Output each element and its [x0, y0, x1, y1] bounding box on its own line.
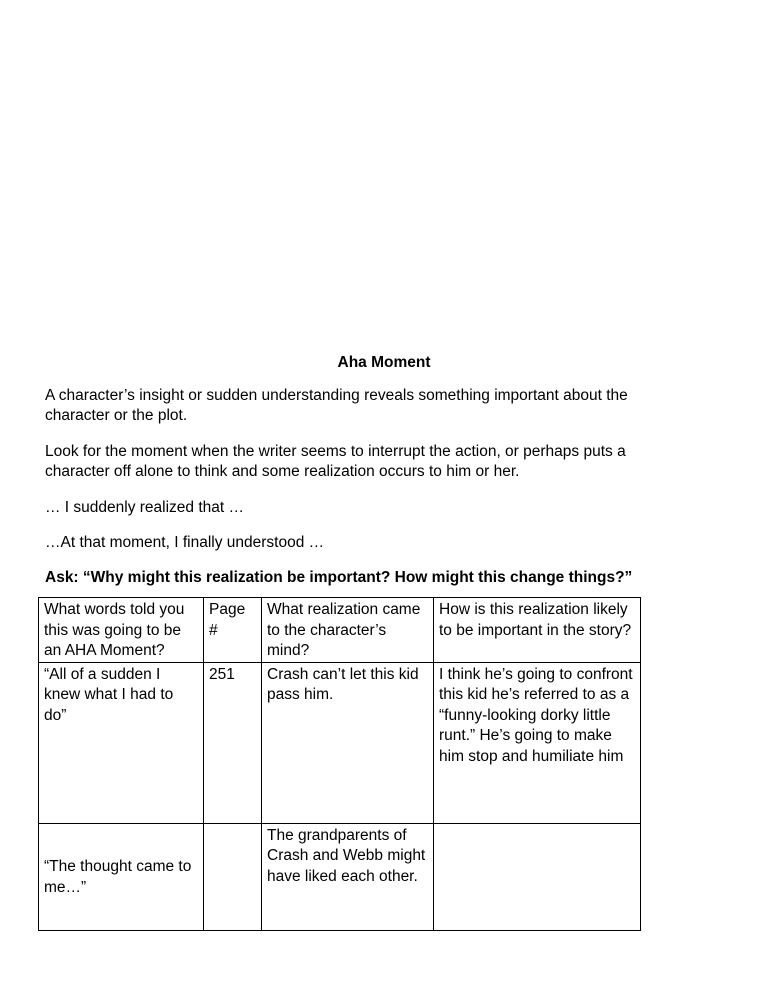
table-header-row: [39, 598, 641, 663]
table-cell: [434, 823, 641, 930]
definition-paragraph: A character’s insight or sudden understanding reveals something important about the character or the plot.: [45, 387, 628, 424]
table-cell: “All of a sudden I knew what I had to do”: [39, 662, 204, 823]
header-cell-importance: How is this realization likely to be important in the story?: [434, 598, 641, 663]
document-title: Aha Moment: [337, 354, 431, 371]
table-row: [39, 823, 641, 930]
header-cell-page: Page #: [204, 598, 262, 663]
ask-question: Ask: “Why might this realization be important? How might this change things?”: [45, 569, 633, 586]
table-cell: 251: [204, 662, 262, 823]
table-cell: Crash can’t let this kid pass him.: [262, 662, 434, 823]
table-cell: The grandparents of Crash and Webb might have liked each other.: [262, 823, 434, 930]
header-cell-words: What words told you this was going to be an AHA Moment?: [39, 598, 204, 663]
table-cell: “The thought came to me…”: [39, 823, 204, 930]
table-cell: I think he’s going to confront this kid he’s referred to as a “funny-looking dorky little runt.” He’s going to make him stop and humiliate him: [434, 662, 641, 823]
sentence-stem-1: … I suddenly realized that …: [45, 499, 245, 516]
header-cell-realization: What realization came to the character’s mind?: [262, 598, 434, 663]
sentence-stem-2: …At that moment, I finally understood …: [45, 534, 325, 551]
table-cell: [204, 823, 262, 930]
instruction-paragraph: Look for the moment when the writer seems to interrupt the action, or perhaps puts a character off alone to think and some realization occurs to him or her.: [45, 443, 626, 480]
aha-moment-table: [38, 597, 641, 931]
table-row: [39, 662, 641, 823]
